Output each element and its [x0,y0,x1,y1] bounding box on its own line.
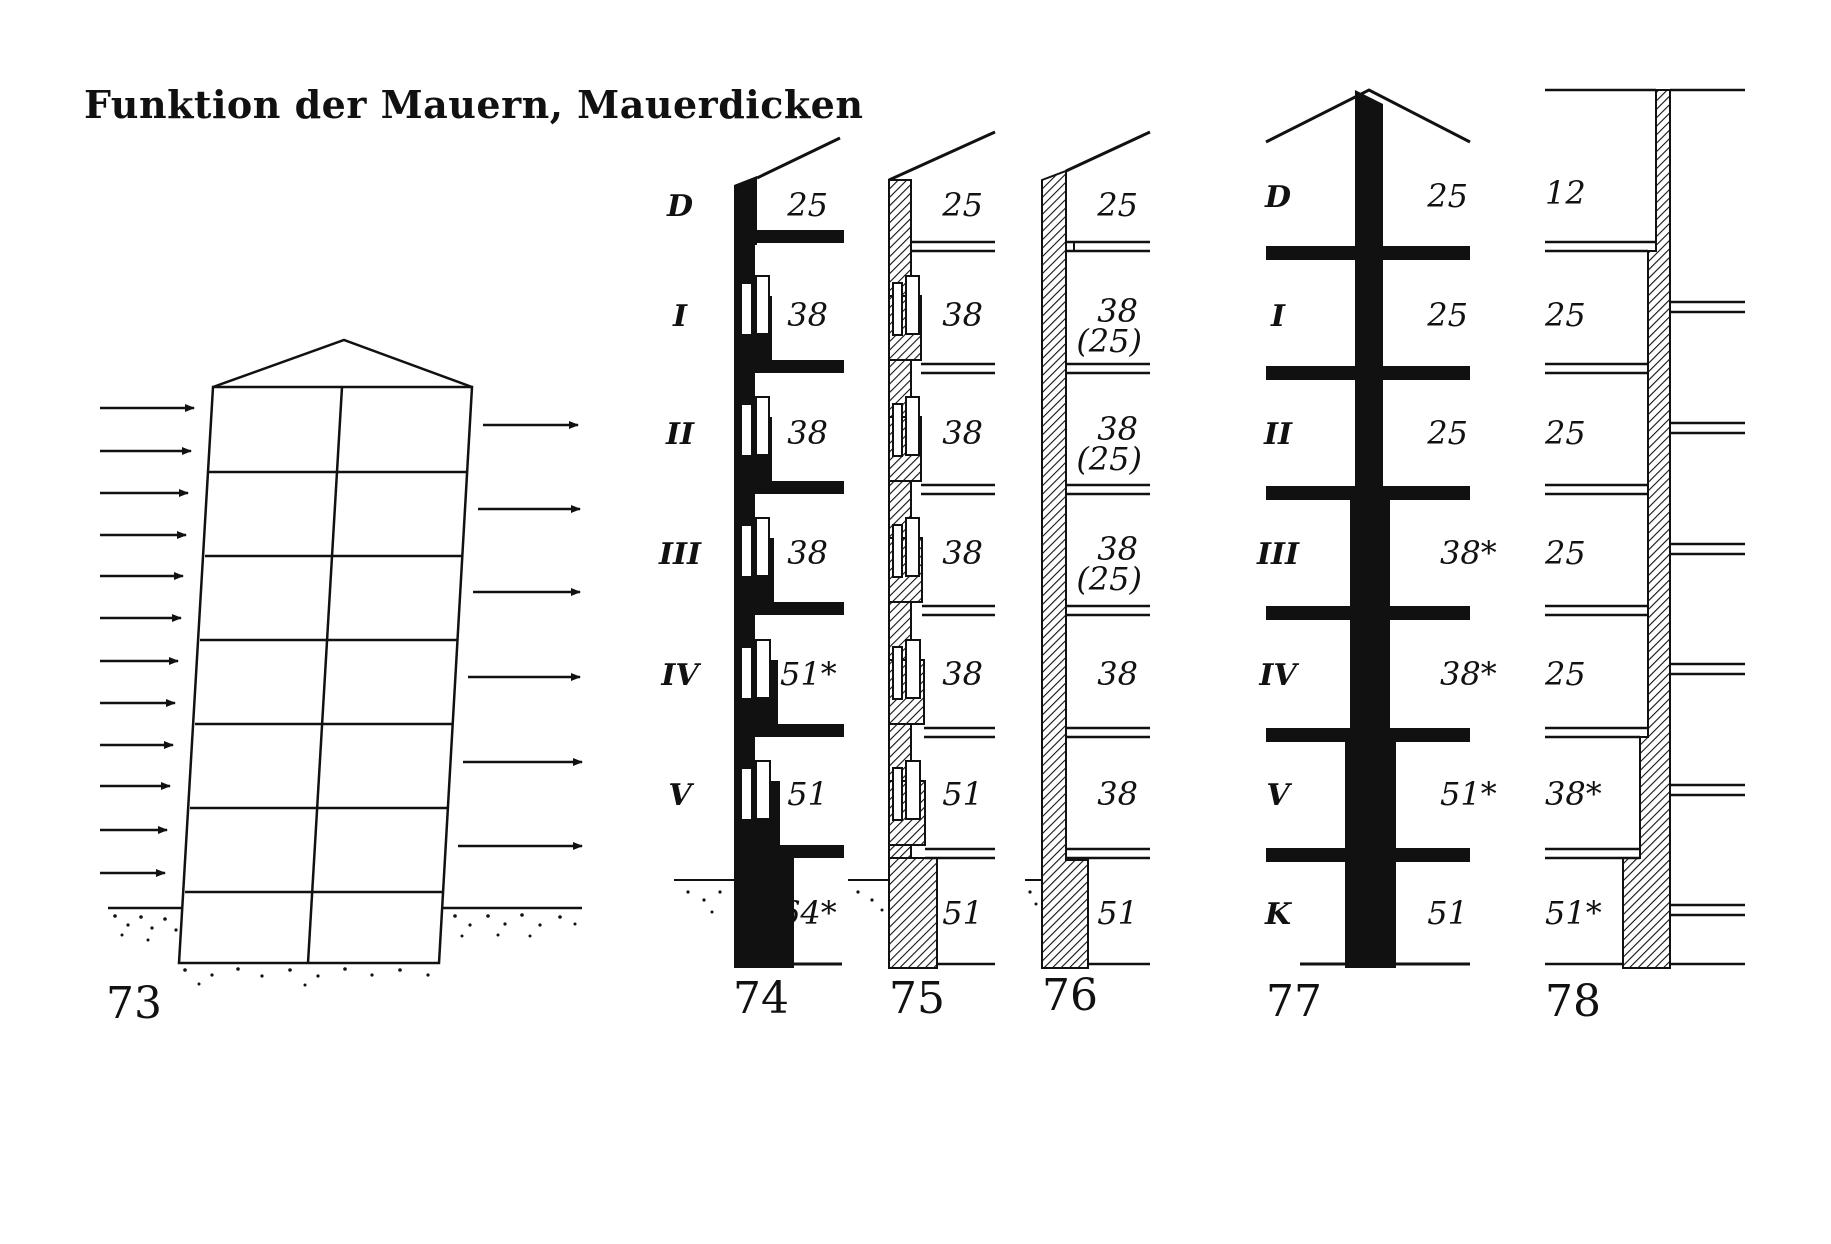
thickness-label: 38 [942,534,983,572]
floor-label: I [672,299,688,334]
thickness-label: 51 [1097,894,1138,932]
floor-lines [185,472,467,892]
thickness-label: 51 [942,894,983,932]
roof-outline [213,340,472,387]
thickness-label: 51 [787,775,828,813]
wind-arrows-right [458,425,582,846]
thickness-label: 38 [1097,775,1138,813]
thickness-alt-label: (25) [1076,440,1142,478]
thickness-label: 25 [1427,414,1468,452]
thickness-label: 38 [1097,530,1138,568]
floor-label: IV [1259,658,1297,693]
thickness-label: 51* [780,655,837,693]
floor-labels-b [1256,180,1300,932]
thickness-label: 25 [1545,414,1586,452]
wind-arrows-left [100,408,194,873]
thickness-label: 38 [1097,655,1138,693]
thickness-label: 38 [942,655,983,693]
figure-number: 77 [1266,976,1322,1027]
floor-label: IV [661,658,699,693]
thickness-label: 25 [942,186,983,224]
floor-label: III [658,537,702,572]
thickness-label: 51 [1427,894,1468,932]
floor-label: V [668,778,692,813]
floor-label: K [1264,897,1292,932]
figure-78-values [1544,174,1602,1027]
thickness-label: 25 [1427,177,1468,215]
floor-labels-a [658,189,702,813]
thickness-label: 38* [1545,775,1602,813]
figure-73-leaning-building [100,340,582,963]
thickness-label: 51* [1440,775,1497,813]
thickness-label: 51* [1545,894,1602,932]
figure-number: 74 [733,973,789,1024]
thickness-alt-label: (25) [1076,322,1142,360]
thickness-label: 25 [1427,296,1468,334]
figure-number: 78 [1545,976,1601,1027]
floor-label: II [1263,417,1293,452]
thickness-label: 38* [1440,655,1497,693]
thickness-label: 12 [1545,174,1586,212]
thickness-label: 25 [1545,655,1586,693]
thickness-label: 38 [1097,410,1138,448]
thickness-label: 38 [787,296,828,334]
thickness-label: 38 [787,534,828,572]
thickness-label: 38* [1440,534,1497,572]
ground-soil-dots [113,913,576,986]
thickness-label: 38 [942,296,983,334]
thickness-label: 25 [1097,186,1138,224]
figure-77-section [1266,90,1470,968]
floor-label: I [1270,299,1286,334]
floor-label: D [666,189,694,224]
thickness-label: 38 [787,414,828,452]
floor-label: V [1266,778,1290,813]
floor-label: II [665,417,695,452]
figure-78-section [1545,90,1745,968]
page-title: Funktion der Mauern, Mauerdicken [84,82,864,127]
figure-number: 76 [1042,970,1098,1021]
thickness-label: 38 [942,414,983,452]
figure-number: 75 [889,973,945,1024]
thickness-label: 25 [1545,534,1586,572]
thickness-label: 25 [1545,296,1586,334]
thickness-label: 38 [1097,292,1138,330]
floor-label: D [1264,180,1292,215]
thickness-alt-label: (25) [1076,560,1142,598]
center-line [308,387,342,963]
thickness-label: 25 [787,186,828,224]
thickness-label: 64* [780,894,837,932]
floor-label: III [1256,537,1300,572]
figure-number: 73 [106,978,162,1029]
thickness-label: 51 [942,775,983,813]
